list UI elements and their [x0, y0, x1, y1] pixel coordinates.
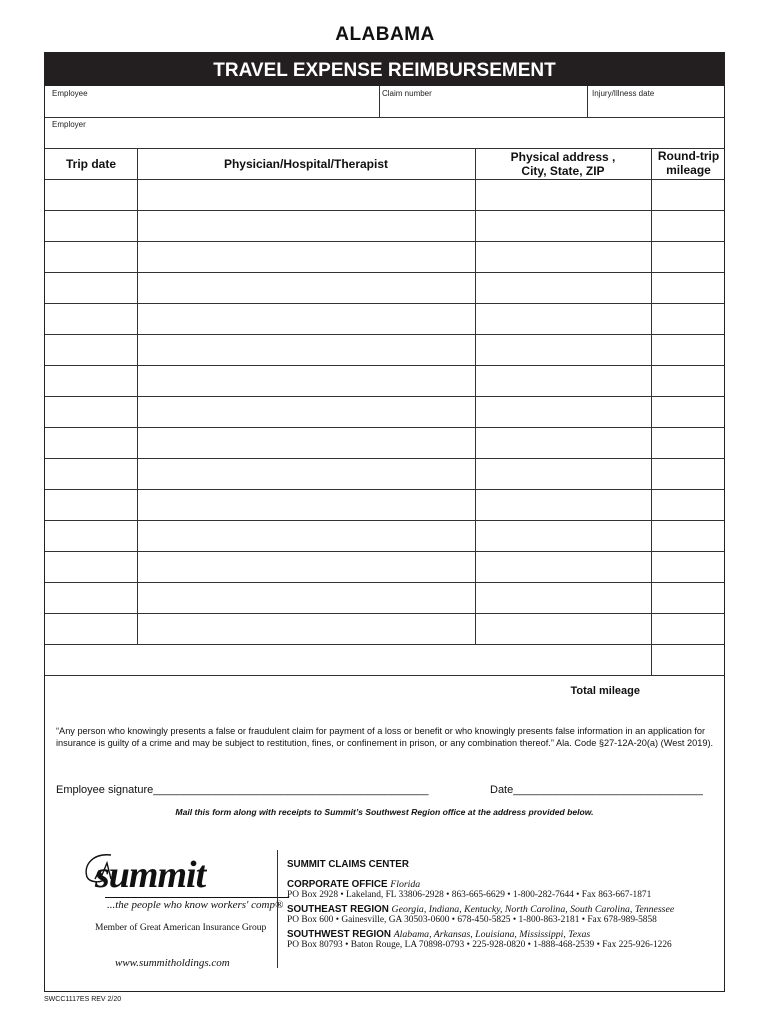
logo-wordmark: summit	[95, 854, 206, 896]
fraud-notice: “Any person who knowingly presents a false or fraudulent claim for payment of a loss or benefit or who knowingly presents false information in an application for insurance is guilty of a crime and may be subject to restitution, fines, or confinement in prison, or any combination thereof.” Ala. Code §27-12A-20(a) (West 2019).	[56, 726, 714, 748]
field-divider	[379, 86, 380, 117]
logo-tagline: ...the people who know workers' comp®	[107, 899, 284, 911]
table-row-divider	[45, 272, 724, 273]
corporate-office	[287, 879, 717, 890]
southwest-address: PO Box 80793 • Baton Rouge, LA 70898-0793 • 225-928-0820 • 1-888-468-2539 • Fax 225-926-1226	[287, 940, 672, 950]
office-addresses	[287, 859, 717, 954]
southeast-address: PO Box 600 • Gainesville, GA 30503-0600 • 678-450-5825 • 1-800-863-2181 • Fax 678-989-5858	[287, 915, 657, 925]
table-row-divider	[45, 582, 724, 583]
table-column-divider	[475, 148, 476, 644]
southwest-states: Alabama, Arkansas, Louisiana, Mississippi, Texas	[393, 929, 591, 940]
col-address-line2: City, State, ZIP	[521, 164, 605, 178]
table-row-divider	[45, 551, 724, 552]
total-row-divider	[45, 675, 724, 676]
logo-underline	[105, 897, 289, 898]
employee-field[interactable]: Employee	[52, 89, 88, 98]
claims-center-title: SUMMIT CLAIMS CENTER	[287, 859, 409, 870]
table-row-divider	[45, 427, 724, 428]
table-row-divider	[45, 489, 724, 490]
table-column-divider	[651, 148, 652, 644]
state-heading: ALABAMA	[335, 24, 435, 45]
total-mileage-label: Total mileage	[570, 685, 640, 697]
col-mileage	[651, 149, 726, 177]
table-column-divider	[137, 148, 138, 644]
employee-signature-line[interactable]: Employee signature_____________________________________________	[56, 784, 429, 796]
injury-date-field[interactable]: Injury/Illness date	[592, 89, 655, 98]
southwest-region	[287, 929, 717, 940]
signature-date-line[interactable]: Date_______________________________	[490, 784, 703, 796]
field-divider	[45, 148, 724, 149]
summit-logo	[75, 849, 284, 979]
southwest-title: SOUTHWEST REGION	[287, 929, 391, 940]
mail-instruction: Mail this form along with receipts to Summit’s Southwest Region office at the address provided below.	[175, 807, 594, 817]
table-row-divider	[45, 458, 724, 459]
southeast-states: Georgia, Indiana, Kentucky, North Carolina, South Carolina, Tennessee	[391, 904, 675, 915]
claim-number-field[interactable]: Claim number	[382, 89, 432, 98]
address-divider	[277, 850, 278, 968]
table-row-divider	[45, 396, 724, 397]
form-title: TRAVEL EXPENSE REIMBURSEMENT	[45, 53, 724, 86]
reimbursement-form	[44, 52, 725, 992]
total-mileage-box[interactable]	[651, 644, 652, 675]
col-physician: Physician/Hospital/Therapist	[223, 157, 389, 171]
employer-field[interactable]: Employer	[52, 120, 86, 129]
field-divider	[587, 86, 588, 117]
col-trip-date: Trip date	[65, 157, 116, 171]
table-row-divider	[45, 241, 724, 242]
table-row-divider	[45, 210, 724, 211]
corporate-state: Florida	[390, 879, 421, 890]
col-mileage-line1: Round-trip	[657, 149, 720, 163]
southeast-title: SOUTHEAST REGION	[287, 904, 389, 915]
table-row-divider	[45, 644, 724, 645]
field-divider	[45, 117, 724, 118]
corporate-title: CORPORATE OFFICE	[287, 879, 388, 890]
col-address	[475, 150, 651, 178]
table-row-divider	[45, 365, 724, 366]
table-row-divider	[45, 613, 724, 614]
col-address-line1: Physical address ,	[510, 150, 616, 164]
website-link[interactable]: www.summitholdings.com	[115, 957, 230, 969]
table-row-divider	[45, 520, 724, 521]
table-row-divider	[45, 303, 724, 304]
logo-member: Member of Great American Insurance Group	[95, 923, 267, 933]
southeast-region	[287, 904, 717, 915]
corporate-address: PO Box 2928 • Lakeland, FL 33806-2928 • 863-665-6629 • 1-800-282-7644 • Fax 863-667-1871	[287, 890, 652, 900]
table-row-divider	[45, 334, 724, 335]
col-mileage-line2: mileage	[666, 163, 711, 177]
form-code: SWCC1117ES REV 2/20	[44, 996, 122, 1003]
table-header-divider	[45, 179, 724, 180]
